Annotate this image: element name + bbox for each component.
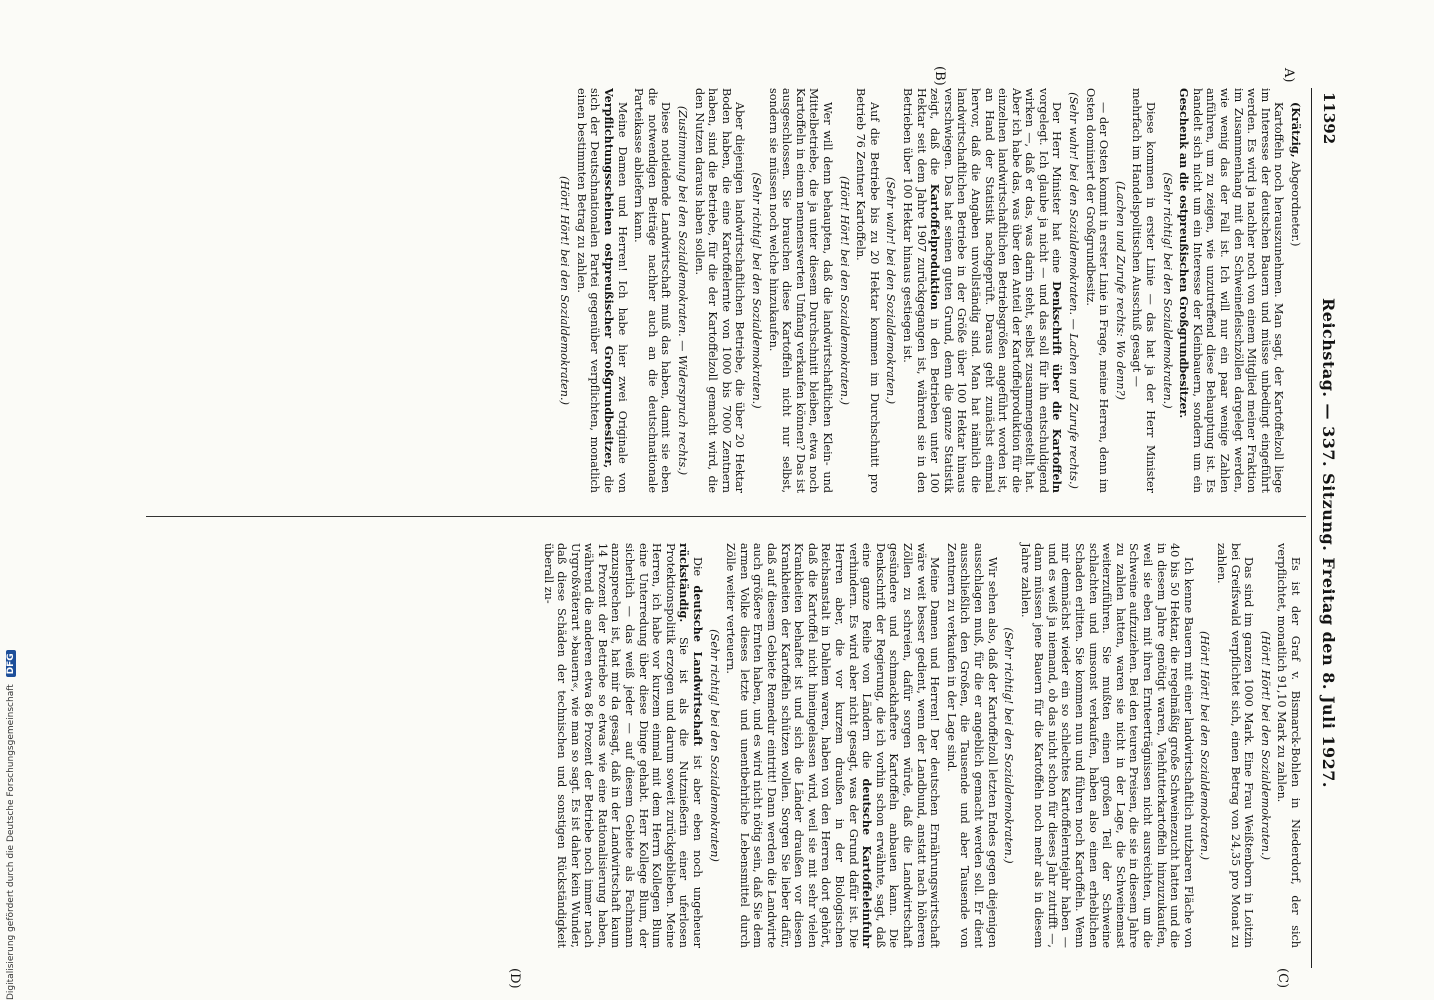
credit-text: Digitalisierung gefördert durch die Deutsche Forschungsgemeinschaft bbox=[6, 684, 16, 1000]
column-divider bbox=[146, 516, 1306, 517]
right-column-paragraph: Wir sehen also, daß der Kartoffelzoll letzten Endes gegen diejenigen ausschlagen muß, für die er angeblich gemacht werden soll. Er dient ausschließlich den Großen, die Tausende und aber Tausende von Zentnern zu verkaufen in der Lage sind. bbox=[944, 543, 999, 948]
page-number: 11392 bbox=[1320, 92, 1338, 145]
left-column-interjection: (Sehr richtig! bei den Sozialdemokraten.) bbox=[750, 172, 764, 409]
right-column-interjection: (Sehr richtig! bei den Sozialdemokraten.) bbox=[1002, 627, 1016, 864]
margin-mark-c: (C) bbox=[1275, 968, 1290, 989]
left-column-paragraph: Diese notleidende Landwirtschaft muß das haben, damit sie eben die notwendigen Beiträge nachher auch an die deutschnationale Parteikasse abliefern kann. bbox=[632, 88, 673, 493]
right-column-paragraph: Meine Damen und Herren! Der deutschen Ernährungswirtschaft wäre weit besser gedient, wenn der Landbund, anstatt nach höheren Zöllen zu schreien, dafür sorgen würde, daß die Landwirtschaft gesündere und schmackhaftere Kartoffeln anbauen kann. Die Denkschrift der Regierung, die ich vorhin schon erwähnte, sagt, daß eine ganze Reihe von Ländern die deutsche Kartoffeleinfuhr verhindern. Es wird aber nicht gesagt, was der Grund dafür ist. Die Herren aber, die vor kurzem draußen in der Biologischen Reichsanstalt in Dahlem waren, haben von den Herren dort gehört, daß die Kartoffel nicht hineingelassen wird, weil sie mit sehr vielen Krankheiten behaftet ist und sich die Länder draußen vor diesen Krankheiten der Kartoffeln schützen wollen. Sorgen Sie lieber dafür, daß auf diesem Gebiete Remedur eintritt! Dann werden die Landwirte auch größere Ernten haben, und es wird nicht nötig sein, daß Sie dem armen Volke dieses letzte und unentbehrliche Lebensmittel durch Zölle weiter verteuern. bbox=[724, 543, 942, 948]
right-column-paragraph: Es ist der Graf v. Bismarck-Bohlen in Niederdorf, der sich verpflichtet, monatlich 91,10 Mark zu zahlen. bbox=[1275, 543, 1302, 948]
left-column-interjection: (Hört! Hört! bei den Sozialdemokraten.) bbox=[558, 176, 572, 405]
page-title: Reichstag. — 337. Sitzung. Freitag den 8. Juli 1927. bbox=[1319, 298, 1338, 788]
right-text-column bbox=[538, 543, 1302, 948]
left-column-interjection: (Sehr wahr! bei den Sozialdemokraten.) bbox=[884, 176, 898, 405]
margin-mark-b: (B) bbox=[932, 66, 947, 86]
left-column-paragraph: (Krätzig, Abgeordneter.) bbox=[1289, 102, 1303, 247]
left-column-paragraph: Auf die Betriebe bis zu 20 Hektar kommen im Durchschnitt pro Betrieb 76 Zentner Kartoffeln. bbox=[854, 88, 881, 493]
left-column-paragraph: Aber diejenigen landwirtschaftlichen Betriebe, die über 20 Hektar Boden haben, die eine Kartoffelernte von 1000 bis 7000 Zentnern haben, sind die Betriebe, für die der Kartoffelzoll gemacht wird, die den Nutzen daraus haben sollen. bbox=[692, 88, 747, 493]
right-column-interjection: (Sehr richtig! bei den Sozialdemokraten) bbox=[707, 629, 721, 862]
right-column-paragraph: Ich kenne Bauern mit einer landwirtschaftlich nutzbaren Fläche von 40 bis 50 Hektar, die regelmäßig große Schweinezucht hatten und die in diesem Jahre genötigt waren, Viehfutterkartoffeln hinzuzukaufen, weil sie eben mit ihren Ernteerträgnissen nicht ausreichten, um die Schweine aufzuziehen. Bei den teuren Preisen, die sie in diesem Jahre zu zahlen hatten, waren sie nicht in der Lage, die Schweinemast weiterzuführen. Sie mußten einen großen Teil der Schweine schlachten und umsonst verkaufen, haben also einen erheblichen Schaden erlitten. Sie kommen nun und führen noch Kartoffeln. Wenn mir demnächst wieder ein so schlechtes Kartoffelerntejahr haben — und es weiß ja niemand, ob das nicht schon für dieses Jahr zutrifft —, dann müssen jene Bauern für die Kartoffeln noch mehr als in diesem Jahre zahlen. bbox=[1018, 543, 1195, 948]
left-column-interjection: (Hört! Hört! bei den Sozialdemokraten.) bbox=[837, 176, 851, 405]
left-column-interjection: (Sehr richtig! bei den Sozialdemokraten.) bbox=[1160, 172, 1174, 409]
margin-mark-a: A) bbox=[1281, 68, 1296, 83]
right-column-paragraph: Das sind im ganzen 1000 Mark. Eine Frau Weißtenborn in Loitzin bei Greifswald verpflichtet sich, einen Betrag von 24,35 pro Monat zu zahlen. bbox=[1215, 543, 1256, 948]
left-column-paragraph: Meine Damen und Herren! Ich habe hier zwei Originale von Verpflichtungsscheinen ostpreußischer Großgrundbesitzer, die sich der Deutschnationalen Partei gegenüber verpflichten, monatlich einen bestimmten Betrag zu zahlen. bbox=[574, 88, 629, 493]
left-column-paragraph: Wer will denn behaupten, daß die landwirtschaftlichen Klein- und Mittelbetriebe, die ja unter diesem Durchschnitt bleiben, etwa noch Kartoffeln in einem nennenswerten Umfang verkaufen können? Das ist ausgeschlossen. Sie brauchen diese Kartoffeln nicht nur selbst, sondern sie müssen noch welche hinzukaufen. bbox=[766, 88, 834, 493]
page-header bbox=[1311, 88, 1342, 968]
margin-mark-d: (D) bbox=[507, 968, 522, 989]
left-column-paragraph: Kartoffeln noch herauszunehmen. Man sagt, der Kartoffelzoll liege im Interesse der deutschen Bauern und müsse unbedingt eingeführt werden. Es wird ja nachher noch von einem Mitglied meiner Fraktion im Zusammenhang mit den Schweinefleischzöllen dargelegt werden, wie wenig das der Fall ist. Ich will nur ein paar wenige Zahlen anführen, um zu zeigen, wie unzutreffend diese Behauptung ist. Es handelt sich nicht um ein Interesse der Kleinbauern, sondern um ein Geschenk an die ostpreußischen Großgrundbesitzer. bbox=[1177, 88, 1286, 493]
right-column-paragraph: Die deutsche Landwirtschaft ist aber eben noch ungeheuer rückständig. Sie ist als die Nutznießerin einer uferlosen Protektionspolitik erzogen und darum soweit zurückgeblieben. Meine Herren, ich habe vor kurzem einmal mit dem Herrn Kollegen Blum eine Unterredung über diese Dinge gehabt. Herr Kollege Blum, der sicherlich — das weiß jeder — auf diesem Gebiete als Fachmann anzusprechen ist, hat mir da gesagt, daß in der Landwirtschaft kaum 14 Prozent der Betriebe so etwas wie eine Rationalisierung haben, während die anderen etwa 86 Prozent der Betriebe noch immer nach Urgroßväterart »bauern«, wie man so sagt. Es ist daher kein Wunder, daß diese Schäden der technischen und sonstigen Rückständigkeit überall zu- bbox=[541, 543, 706, 948]
dfg-logo: DFG bbox=[6, 650, 16, 677]
digitization-credit bbox=[6, 10, 16, 1000]
left-column-paragraph: Diese kommen in erster Linie — das hat ja der Herr Minister mehrfach im Handelspolitischen Ausschuß gesagt — bbox=[1130, 88, 1158, 493]
left-column-paragraph: Der Herr Minister hat eine Denkschrift über die Kartoffeln vorgelegt. Ich glaube ja nicht — und das soll für ihn entschuldigend wirken —, daß er das, was darin steht, selbst zusammengestellt hat. Aber ich habe das, was über den Anteil der Kartoffelproduktion für die einzelnen landwirtschaftlichen Betriebsgrößen angeführt worden ist, an Hand der Statistik nachgeprüft. Daraus geht zunächst einmal hervor, daß die Angaben unvollständig sind. Man hat nämlich die landwirtschaftlichen Betriebe in der Größe über 100 Hektar hinaus verschwiegen. Das hat seinen guten Grund, denn die ganze Statistik zeigt, daß die Kartoffelproduktion in den Betrieben unter 100 Hektar seit dem Jahre 1907 zurückgegangen ist, während sie in den Betrieben über 100 Hektar hinaus gestiegen ist. bbox=[900, 88, 1065, 493]
left-text-column bbox=[555, 88, 1302, 493]
right-column-interjection: (Hört! Hört! bei den Sozialdemokraten.) bbox=[1198, 631, 1212, 860]
left-column-interjection: (Sehr wahr! bei den Sozialdemokraten. — Lachen und Zurufe rechts.) bbox=[1067, 92, 1081, 489]
left-column-paragraph: — der Osten kommt in erster Linie in Frage, meine Herren, denn im Osten dominiert der Großgrundbesitz. bbox=[1083, 88, 1111, 493]
right-column-interjection: (Hört! Hört! bei den Sozialdemokraten.) bbox=[1258, 631, 1272, 860]
left-column-interjection: (Zustimmung bei den Sozialdemokraten. — Widerspruch rechts.) bbox=[676, 105, 690, 476]
left-column-interjection: (Lachen und Zurufe rechts: Wo denn?) bbox=[1113, 181, 1127, 400]
rotated-newspaper-page bbox=[112, 66, 1342, 989]
